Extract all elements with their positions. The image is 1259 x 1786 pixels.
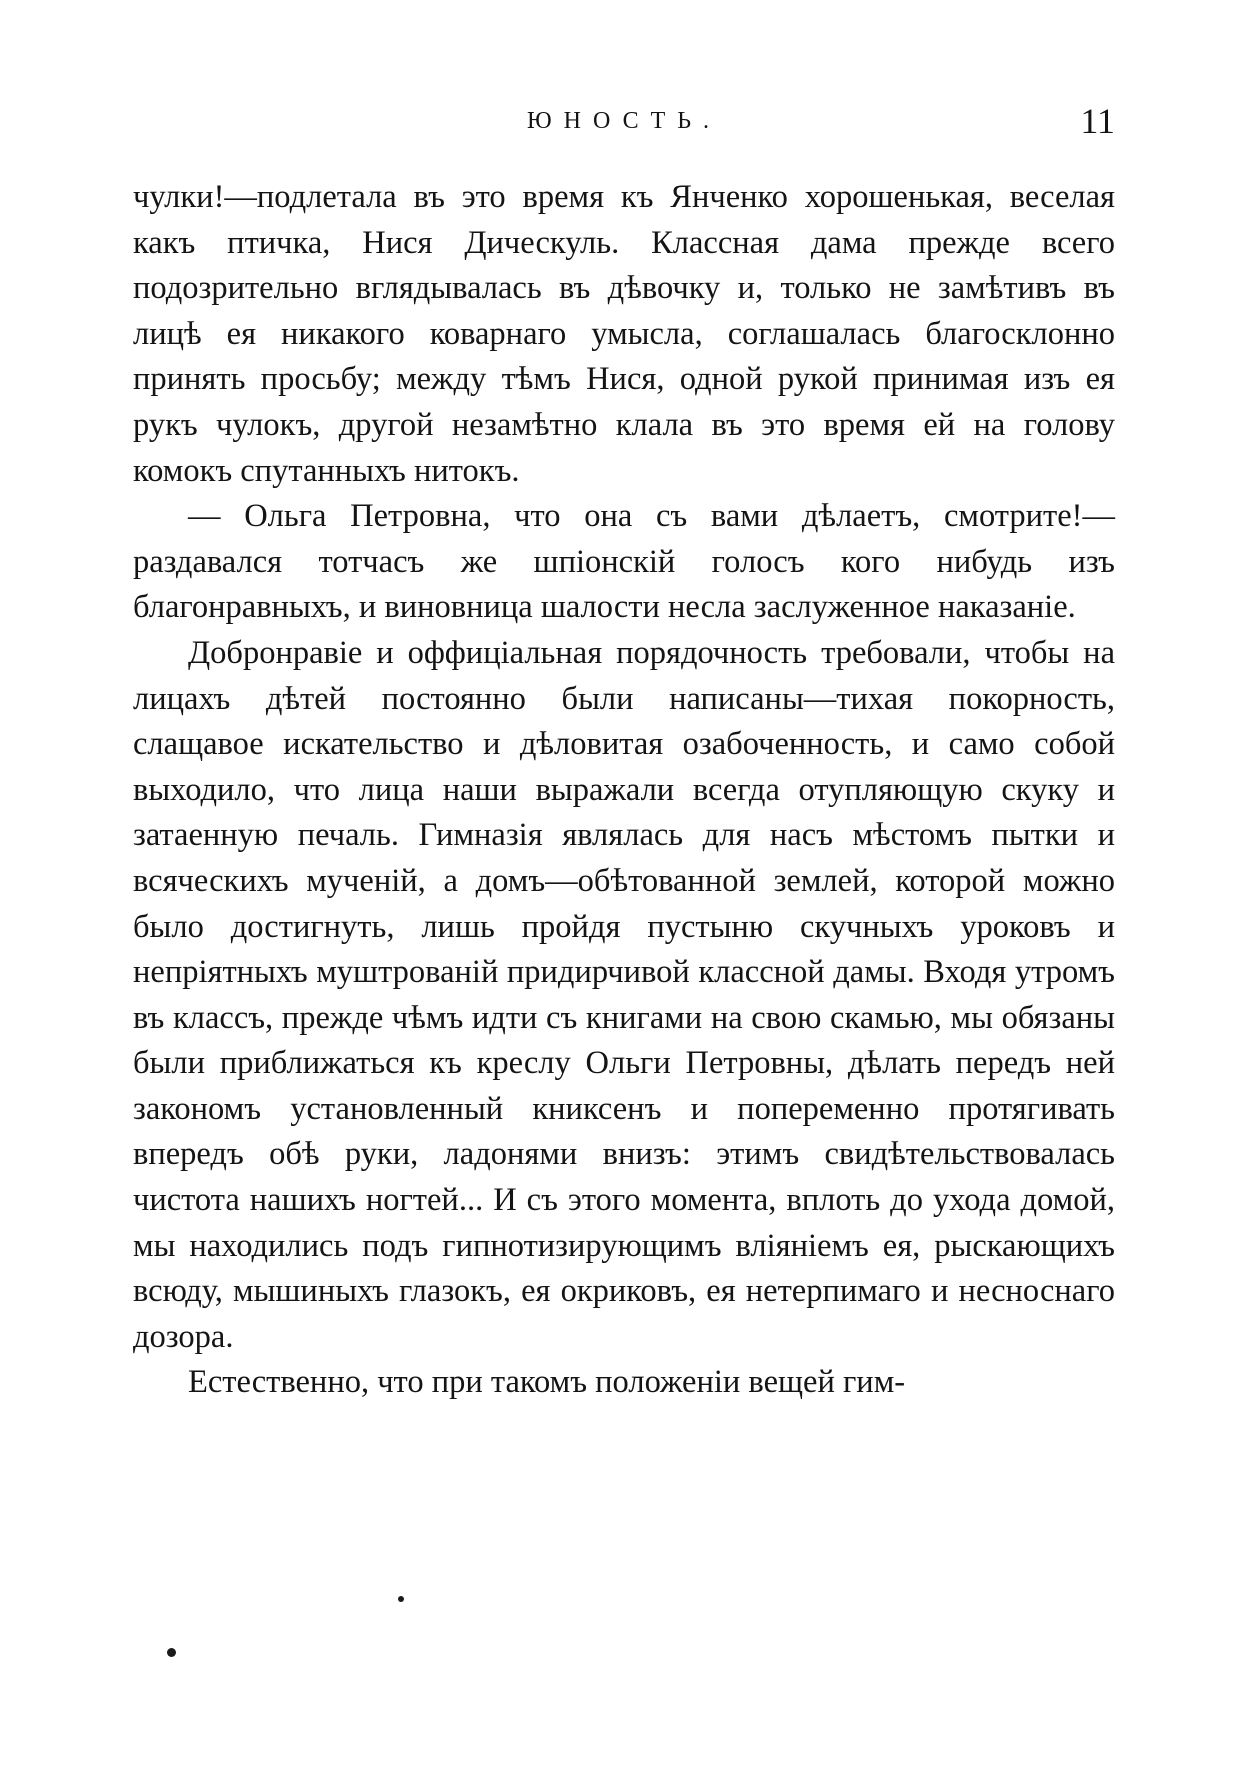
paragraph: Естественно, что при такомъ положеніи вещей гим-	[188, 1364, 906, 1401]
ink-speck	[167, 1648, 176, 1657]
page-number: 11	[1080, 101, 1115, 141]
page-header	[133, 100, 1115, 150]
paragraph: — Ольга Петровна, что она съ вами дѣлаетъ, смотрите!—раздавался тотчасъ же шпіонскій голосъ кого нибудь изъ благонравныхъ, и виновница шалости несла заслуженное наказаніе.	[133, 498, 1115, 626]
body-text	[133, 175, 1115, 1406]
ink-speck	[398, 1596, 404, 1602]
paragraph: Добронравіе и оффиціальная порядочность требовали, чтобы на лицахъ дѣтей постоянно были написаны—тихая покорность, слащавое искательство и дѣловитая озабоченность, и само собой выходило, что лица наши выражали всегда отупляющую скуку и затаенную печаль. Гимназія являлась для насъ мѣстомъ пытки и всяческихъ мученій, а домъ—обѣтованной землей, которой можно было достигнуть, лишь пройдя пустыню скучныхъ уроковъ и непріятныхъ муштрованій придирчивой классной дамы. Входя утромъ въ классъ, прежде чѣмъ идти съ книгами на свою скамью, мы обязаны были приближаться къ креслу Ольги Петровны, дѣлать передъ ней закономъ установленный книксенъ и попеременно протягивать впередъ обѣ руки, ладонями внизъ: этимъ свидѣтельствовалась чистота нашихъ ногтей... И съ этого момента, вплоть до ухода домой, мы находились подъ гипнотизирующимъ вліяніемъ ея, рыскающихъ всюду, мышиныхъ глазокъ, ея окриковъ, ея нетерпимаго и несноснаго дозора.	[133, 634, 1115, 1355]
paragraph: чулки!—подлетала въ это время къ Янченко хорошенькая, веселая какъ птичка, Нися Дическуль. Классная дама прежде всего подозрительно вглядывалась въ дѣвочку и, только не замѣтивъ въ лицѣ ея никакого коварнаго умысла, соглашалась благосклонно принять просьбу; между тѣмъ Нися, одной рукой принимая изъ ея рукъ чулокъ, другой незамѣтно клала въ это время ей на голову комокъ спутанныхъ нитокъ.	[133, 179, 1115, 489]
running-title: ЮНОСТЬ.	[526, 108, 722, 134]
